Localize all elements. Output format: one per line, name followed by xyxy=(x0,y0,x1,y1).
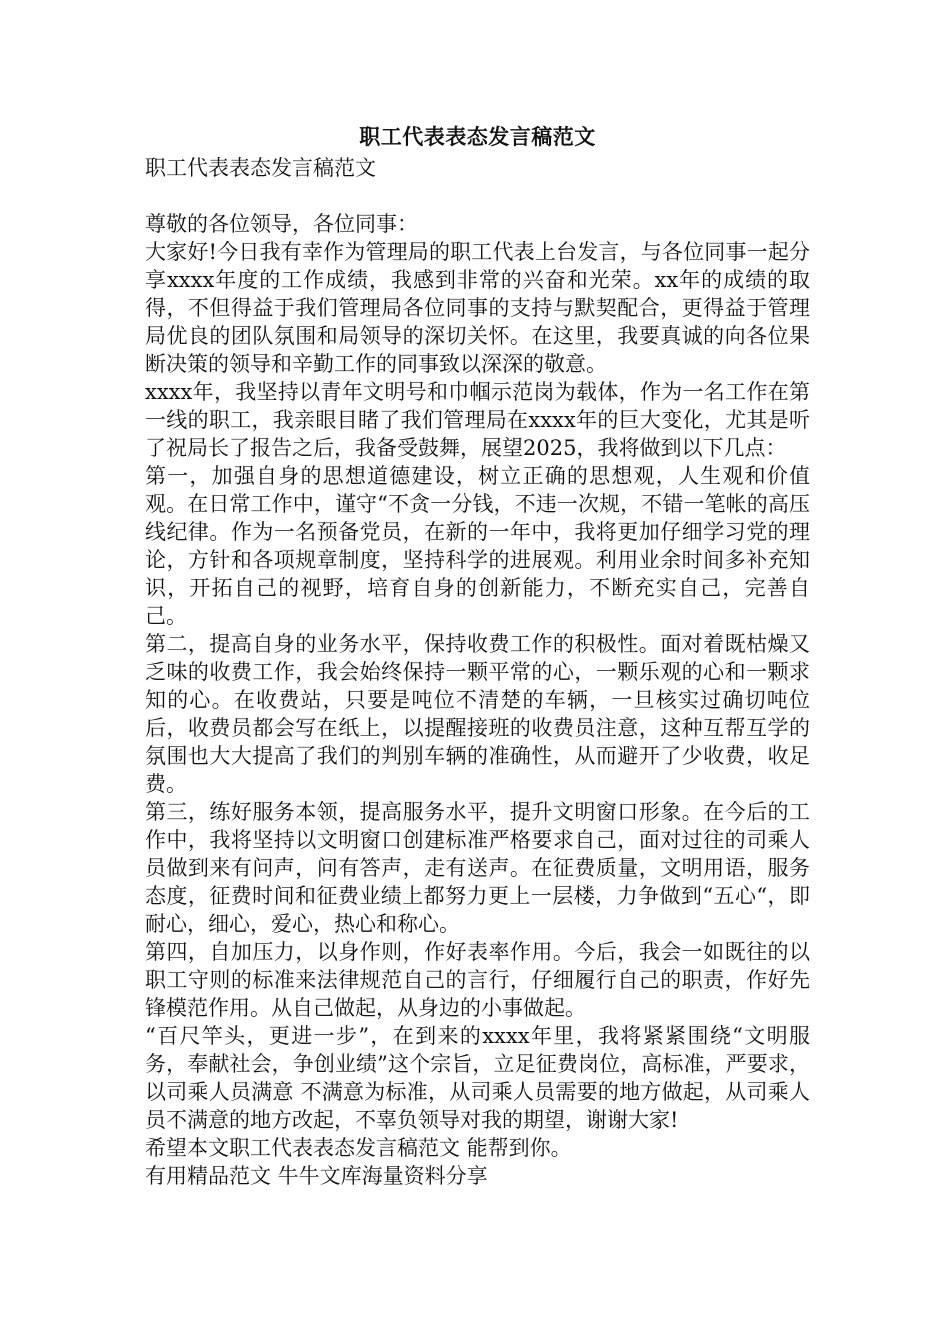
document-subtitle: 职工代表表态发言稿范文 xyxy=(145,156,376,180)
paragraph-hope: 希望本文职工代表表态发言稿范文 能帮到你。 xyxy=(145,1136,572,1160)
paragraph-point-one: 第一，加强自身的思想道德建设，树立正确的思想观，人生观和价值观。在日常工作中，谨守“不贪一分钱，不违一次规，不错一笔帐的高压线纪律。作为一名预备党员，在新的一年中，我将更加仔细学习党的理论，方针和各项规章制度，坚持科学的进展观。利用业余时间多补充知识，开拓自己的视野，培育自身的创新能力，不断充实自己，完善自己。 xyxy=(145,464,810,628)
paragraph-closing: “百尺竿头，更进一步”，在到来的xxxx年里，我将紧紧围绕“文明服务，奉献社会，争创业绩”这个宗旨，立足征费岗位，高标准，严要求，以司乘人员满意 不满意为标准，从司乘人员需要的地方做起，从司乘人员不满意的地方改起，不辜负领导对我的期望，谢谢大家! xyxy=(145,1024,810,1132)
paragraph-point-two: 第二，提高自身的业务水平，保持收费工作的积极性。面对着既枯燥又乏味的收费工作，我会始终保持一颗平常的心，一颗乐观的心和一颗求知的心。在收费站，只要是吨位不清楚的车辆，一旦核实过确切吨位后，收费员都会写在纸上，以提醒接班的收费员注意，这种互帮互学的氛围也大大提高了我们的判别车辆的准确性，从而避开了少收费，收足费。 xyxy=(145,632,810,796)
paragraph-footer: 有用精品范文 牛牛文库海量资料分享 xyxy=(145,1164,488,1188)
paragraph-point-four: 第四，自加压力，以身作则，作好表率作用。今后，我会一如既往的以职工守则的标准来法律规范自己的言行，仔细履行自己的职责，作好先锋模范作用。从自己做起，从身边的小事做起。 xyxy=(145,940,810,1020)
paragraph-year-goals: xxxx年，我坚持以青年文明号和巾帼示范岗为载体，作为一名工作在第一线的职工，我亲眼目睹了我们管理局在xxxx年的巨大变化，尤其是听了祝局长了报告之后，我备受鼓舞，展望2025，我将做到以下几点： xyxy=(145,380,810,460)
paragraph-point-three: 第三，练好服务本领，提高服务水平，提升文明窗口形象。在今后的工作中，我将坚持以文明窗口创建标准严格要求自己，面对过往的司乘人员做到来有问声，问有答声，走有送声。在征费质量，文明用语，服务态度，征费时间和征费业绩上都努力更上一层楼，力争做到“五心“，即耐心，细心，爱心，热心和称心。 xyxy=(145,800,810,936)
blank-line xyxy=(145,182,810,210)
document-page xyxy=(145,120,810,1190)
greeting: 尊敬的各位领导，各位同事： xyxy=(145,212,418,236)
paragraph-intro: 大家好!今日我有幸作为管理局的职工代表上台发言，与各位同事一起分享xxxx年度的工作成绩，我感到非常的兴奋和光荣。xx年的成绩的取得，不但得益于我们管理局各位同事的支持与默契配合，更得益于管理局优良的团队氛围和局领导的深切关怀。在这里，我要真诚的向各位果断决策的领导和辛勤工作的同事致以深深的敬意。 xyxy=(145,240,810,376)
document-title: 职工代表表态发言稿范文 xyxy=(359,124,596,149)
